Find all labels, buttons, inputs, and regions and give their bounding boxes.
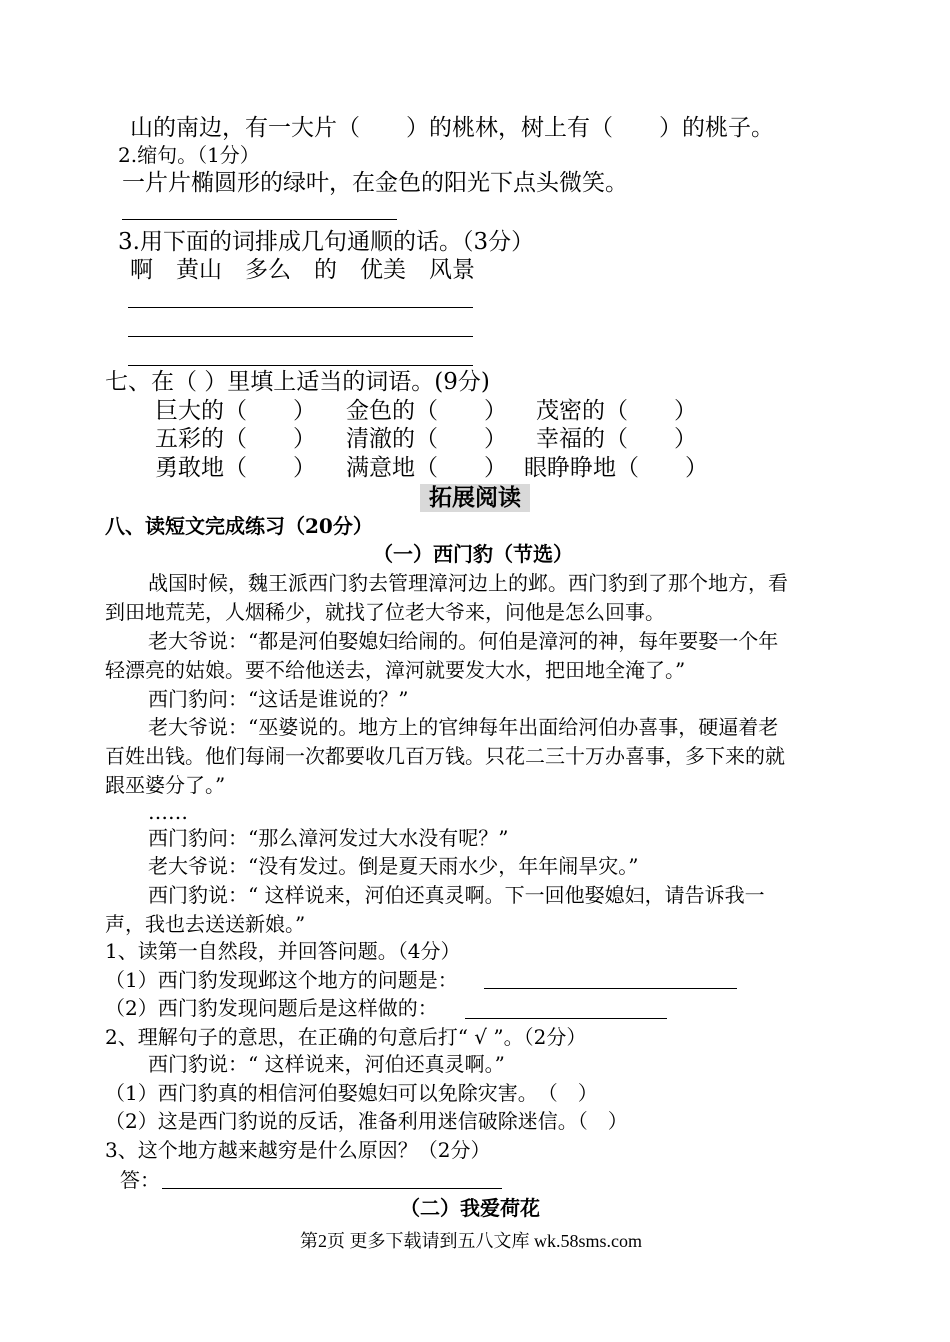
q8-2-option-1[interactable]: （1）西门豹真的相信河伯娶媳妇可以免除灾害。 （ ） bbox=[105, 1081, 598, 1105]
q6-3-answer-line-3[interactable] bbox=[128, 365, 473, 366]
passage-line: 百姓出钱。他们每闹一次都要收几百万钱。只花二三十万办喜事，多下来的就 bbox=[105, 744, 785, 768]
q8-title: 八、读短文完成练习（20分） bbox=[105, 514, 373, 538]
section-banner: 拓展阅读 bbox=[420, 484, 530, 512]
q8-1-a: （1）西门豹发现邺这个地方的问题是： bbox=[105, 968, 458, 992]
passage-line: 声，我也去送送新娘。” bbox=[105, 912, 306, 936]
passage-line: 西门豹问：“那么漳河发过大水没有呢？” bbox=[148, 826, 509, 850]
passage2-title: （二）我爱荷花 bbox=[400, 1196, 540, 1220]
q6-2-sentence: 一片片椭圆形的绿叶，在金色的阳光下点头微笑。 bbox=[122, 170, 628, 196]
q8-3-answer-label: 答： bbox=[120, 1168, 160, 1192]
passage-line: 老大爷说：“巫婆说的。地方上的官绅每年出面给河伯办喜事，硬逼着老 bbox=[148, 715, 779, 739]
q8-3-answer-line[interactable] bbox=[162, 1188, 502, 1189]
q7-blank[interactable]: 满意地（ ） bbox=[346, 455, 507, 481]
q7-blank[interactable]: 清澈的（ ） bbox=[346, 426, 507, 452]
q8-1-b-answer-line[interactable] bbox=[465, 1018, 667, 1019]
q7-title: 七、在（ ）里填上适当的词语。(9分) bbox=[105, 369, 490, 395]
q6-3-answer-line-2[interactable] bbox=[128, 336, 473, 337]
passage-line: 跟巫婆分了。” bbox=[105, 773, 226, 797]
q6-3-title: 3.用下面的词排成几句通顺的话。（3分） bbox=[118, 229, 535, 255]
q7-blank[interactable]: 巨大的（ ） bbox=[155, 398, 316, 424]
passage-line: 西门豹问：“这话是谁说的？” bbox=[148, 687, 409, 711]
q8-1-a-answer-line[interactable] bbox=[484, 988, 737, 989]
q6-2-answer-line[interactable] bbox=[122, 219, 397, 220]
q7-blank[interactable]: 五彩的（ ） bbox=[155, 426, 316, 452]
page-footer: 第2页 更多下载请到五八文库 wk.58sms.com bbox=[300, 1231, 642, 1251]
q8-1-title: 1、读第一自然段，并回答问题。（4分） bbox=[105, 939, 461, 963]
passage-line: 老大爷说：“都是河伯娶媳妇给闹的。何伯是漳河的神，每年要娶一个年 bbox=[148, 629, 779, 653]
passage-line: 到田地荒芜，人烟稀少，就找了位老大爷来，问他是怎么回事。 bbox=[105, 600, 665, 624]
passage-line: 老大爷说：“没有发过。倒是夏天雨水少，年年闹旱灾。” bbox=[148, 854, 639, 878]
q6-sentence-line: 山的南边，有一大片（ ）的桃林，树上有（ ）的桃子。 bbox=[130, 115, 774, 141]
passage-line: 西门豹说：“ 这样说来，河伯还真灵啊。下一回他娶媳妇，请告诉我一 bbox=[148, 883, 765, 907]
q6-2-title: 2.缩句。（1分） bbox=[118, 143, 260, 167]
passage-line: 战国时候，魏王派西门豹去管理漳河边上的邺。西门豹到了那个地方，看 bbox=[148, 571, 788, 595]
q6-3-answer-line-1[interactable] bbox=[128, 307, 473, 308]
q7-blank[interactable]: 勇敢地（ ） bbox=[155, 455, 316, 481]
q7-blank[interactable]: 金色的（ ） bbox=[346, 398, 507, 424]
q8-1-b: （2）西门豹发现问题后是这样做的： bbox=[105, 996, 438, 1020]
passage-line: 轻漂亮的姑娘。要不给他送去，漳河就要发大水，把田地全淹了。” bbox=[105, 658, 686, 682]
q7-blank[interactable]: 茂密的（ ） bbox=[536, 398, 697, 424]
q6-3-words: 啊 黄山 多么 的 优美 风景 bbox=[130, 257, 475, 283]
q8-3-title: 3、这个地方越来越穷是什么原因？（2分） bbox=[105, 1138, 491, 1162]
q8-2-quote: 西门豹说：“ 这样说来，河伯还真灵啊。” bbox=[148, 1052, 505, 1076]
passage-line: …… bbox=[148, 800, 188, 824]
q7-blank[interactable]: 幸福的（ ） bbox=[536, 426, 697, 452]
q8-2-option-2[interactable]: （2）这是西门豹说的反话，准备利用迷信破除迷信。（ ） bbox=[105, 1109, 628, 1133]
q8-2-title: 2、理解句子的意思，在正确的句意后打“ √ ”。（2分） bbox=[105, 1025, 587, 1049]
passage1-title: （一）西门豹（节选） bbox=[373, 542, 573, 566]
q7-blank[interactable]: 眼睁睁地（ ） bbox=[524, 455, 708, 481]
